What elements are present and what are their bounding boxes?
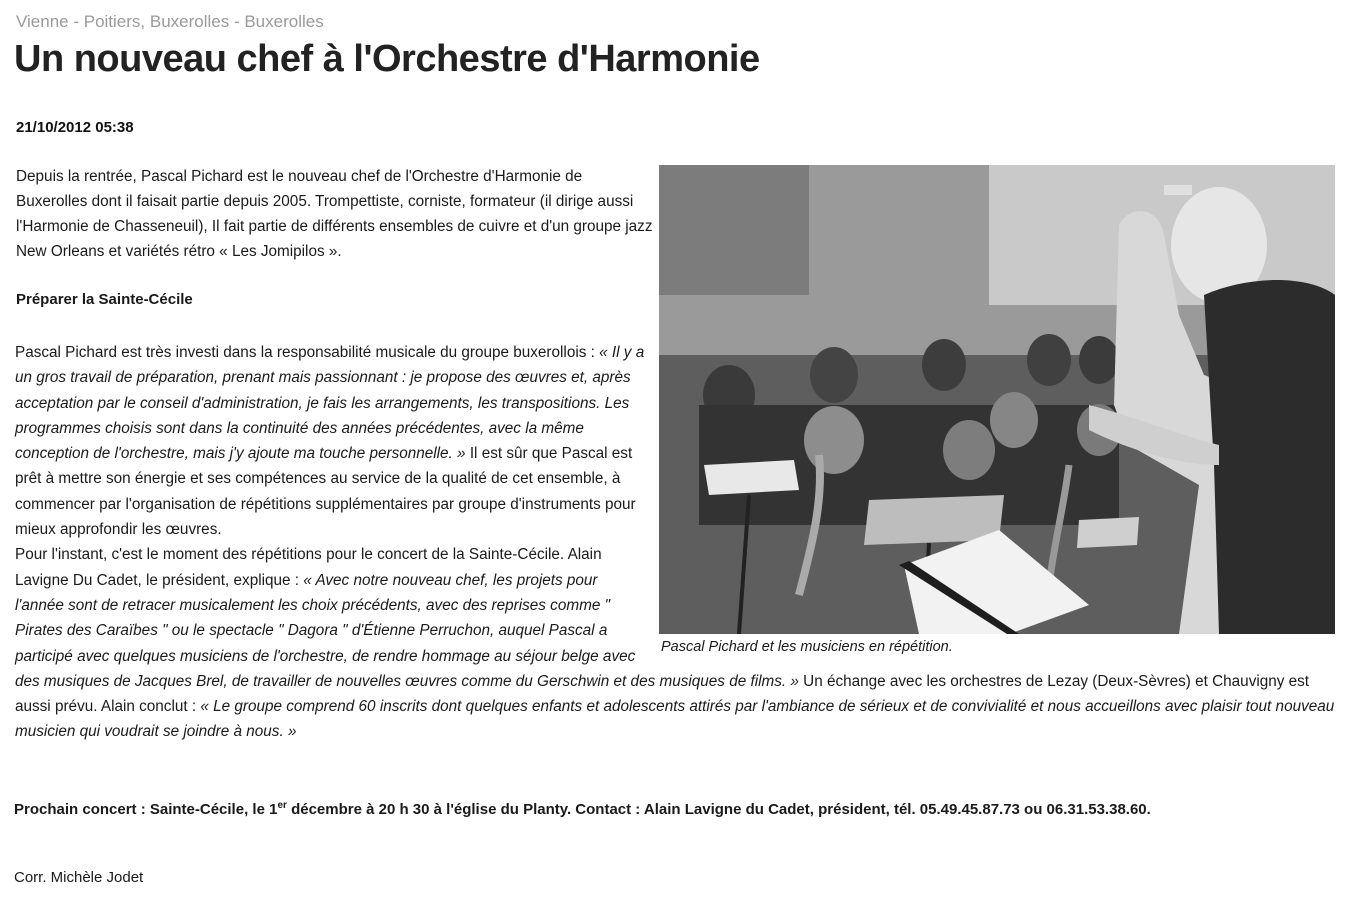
paragraph-1-quote: « Il y a un gros travail de préparation, prenant mais passionnant : je propose des œuvres et, après acceptation par le conseil d'administration, je fais les arrangements, les transpositions. Les programmes choisis sont dans la continuité des années précédentes, avec la même conception de l'orchestre, mais j'y ajoute ma touche personnelle. » (15, 344, 645, 463)
paragraph-1-lead: Pascal Pichard est très investi dans la responsabilité musicale du groupe buxerollois : (15, 344, 595, 361)
breadcrumb: Vienne - Poitiers, Buxerolles - Buxerolles (16, 12, 324, 31)
author-credit: Corr. Michèle Jodet (14, 869, 144, 886)
concert-text-a: Prochain concert : Sainte-Cécile, le 1 (14, 801, 278, 818)
photo-caption: Pascal Pichard et les musiciens en répétition. (661, 639, 953, 655)
article-body (15, 340, 1335, 745)
photo-float-spacer (650, 340, 1335, 665)
subheading: Préparer la Sainte-Cécile (16, 291, 193, 308)
concert-ordinal-sup: er (277, 800, 287, 811)
intro-paragraph: Depuis la rentrée, Pascal Pichard est le nouveau chef de l'Orchestre d'Harmonie de Buxerolles dont il faisait partie depuis 2005. Trompettiste, corniste, formateur (il dirige aussi l'Harmonie de Chasseneuil), Il fait partie de différents ensembles de cuivre et d'un groupe jazz New Orleans et variétés rétro « Les Jomipilos ». (16, 168, 653, 260)
paragraph-2-lead: Pour l'instant, c'est le moment des répétitions pour le concert de la Sainte-Cécile. Alain Lavigne Du Cadet, le président, explique : (15, 546, 602, 589)
next-concert-info (14, 801, 1151, 818)
concert-text-b: décembre à 20 h 30 à l'église du Planty. Contact : Alain Lavigne du Cadet, président, tél. 05.49.45.87.73 ou 06.31.53.38.60. (291, 801, 1151, 818)
paragraph-2-quote-2: « Le groupe comprend 60 inscrits dont quelques enfants et adolescents attirés par l'ambiance de sérieux et de convivialité et nous accueillons avec plaisir tout nouveau musicien qui voudrait se joindre à nous. » (15, 698, 1335, 741)
paragraph-1-rest: Il est sûr que Pascal est prêt à mettre son énergie et ses compétences au service de la qualité de cet ensemble, à commencer par l'organisation de répétitions supplémentaires par groupe d'instruments pour mieux approfondir les œuvres. (15, 445, 636, 539)
article-date: 21/10/2012 05:38 (16, 119, 134, 136)
paragraph-2-quote: « Avec notre nouveau chef, les projets pour l'année sont de retracer musicalement les choix précédents, avec des reprises comme " Pirates des Caraïbes " ou le spectacle " Dagora " d'Étienne Perruchon, auquel Pascal a participé avec quelques musiciens de l'orchestre, de rendre hommage au séjour belge avec des musiques de Jacques Brel, de travailler de nouvelles œuvres comme du Gerschwin et des musiques de films. » (15, 571, 799, 690)
article-title: Un nouveau chef à l'Orchestre d'Harmonie (14, 38, 760, 80)
paragraph-2-mid: Un échange avec les orchestres de Lezay (Deux-Sèvres) et Chauvigny est aussi prévu. Alain conclut : (15, 672, 1310, 716)
